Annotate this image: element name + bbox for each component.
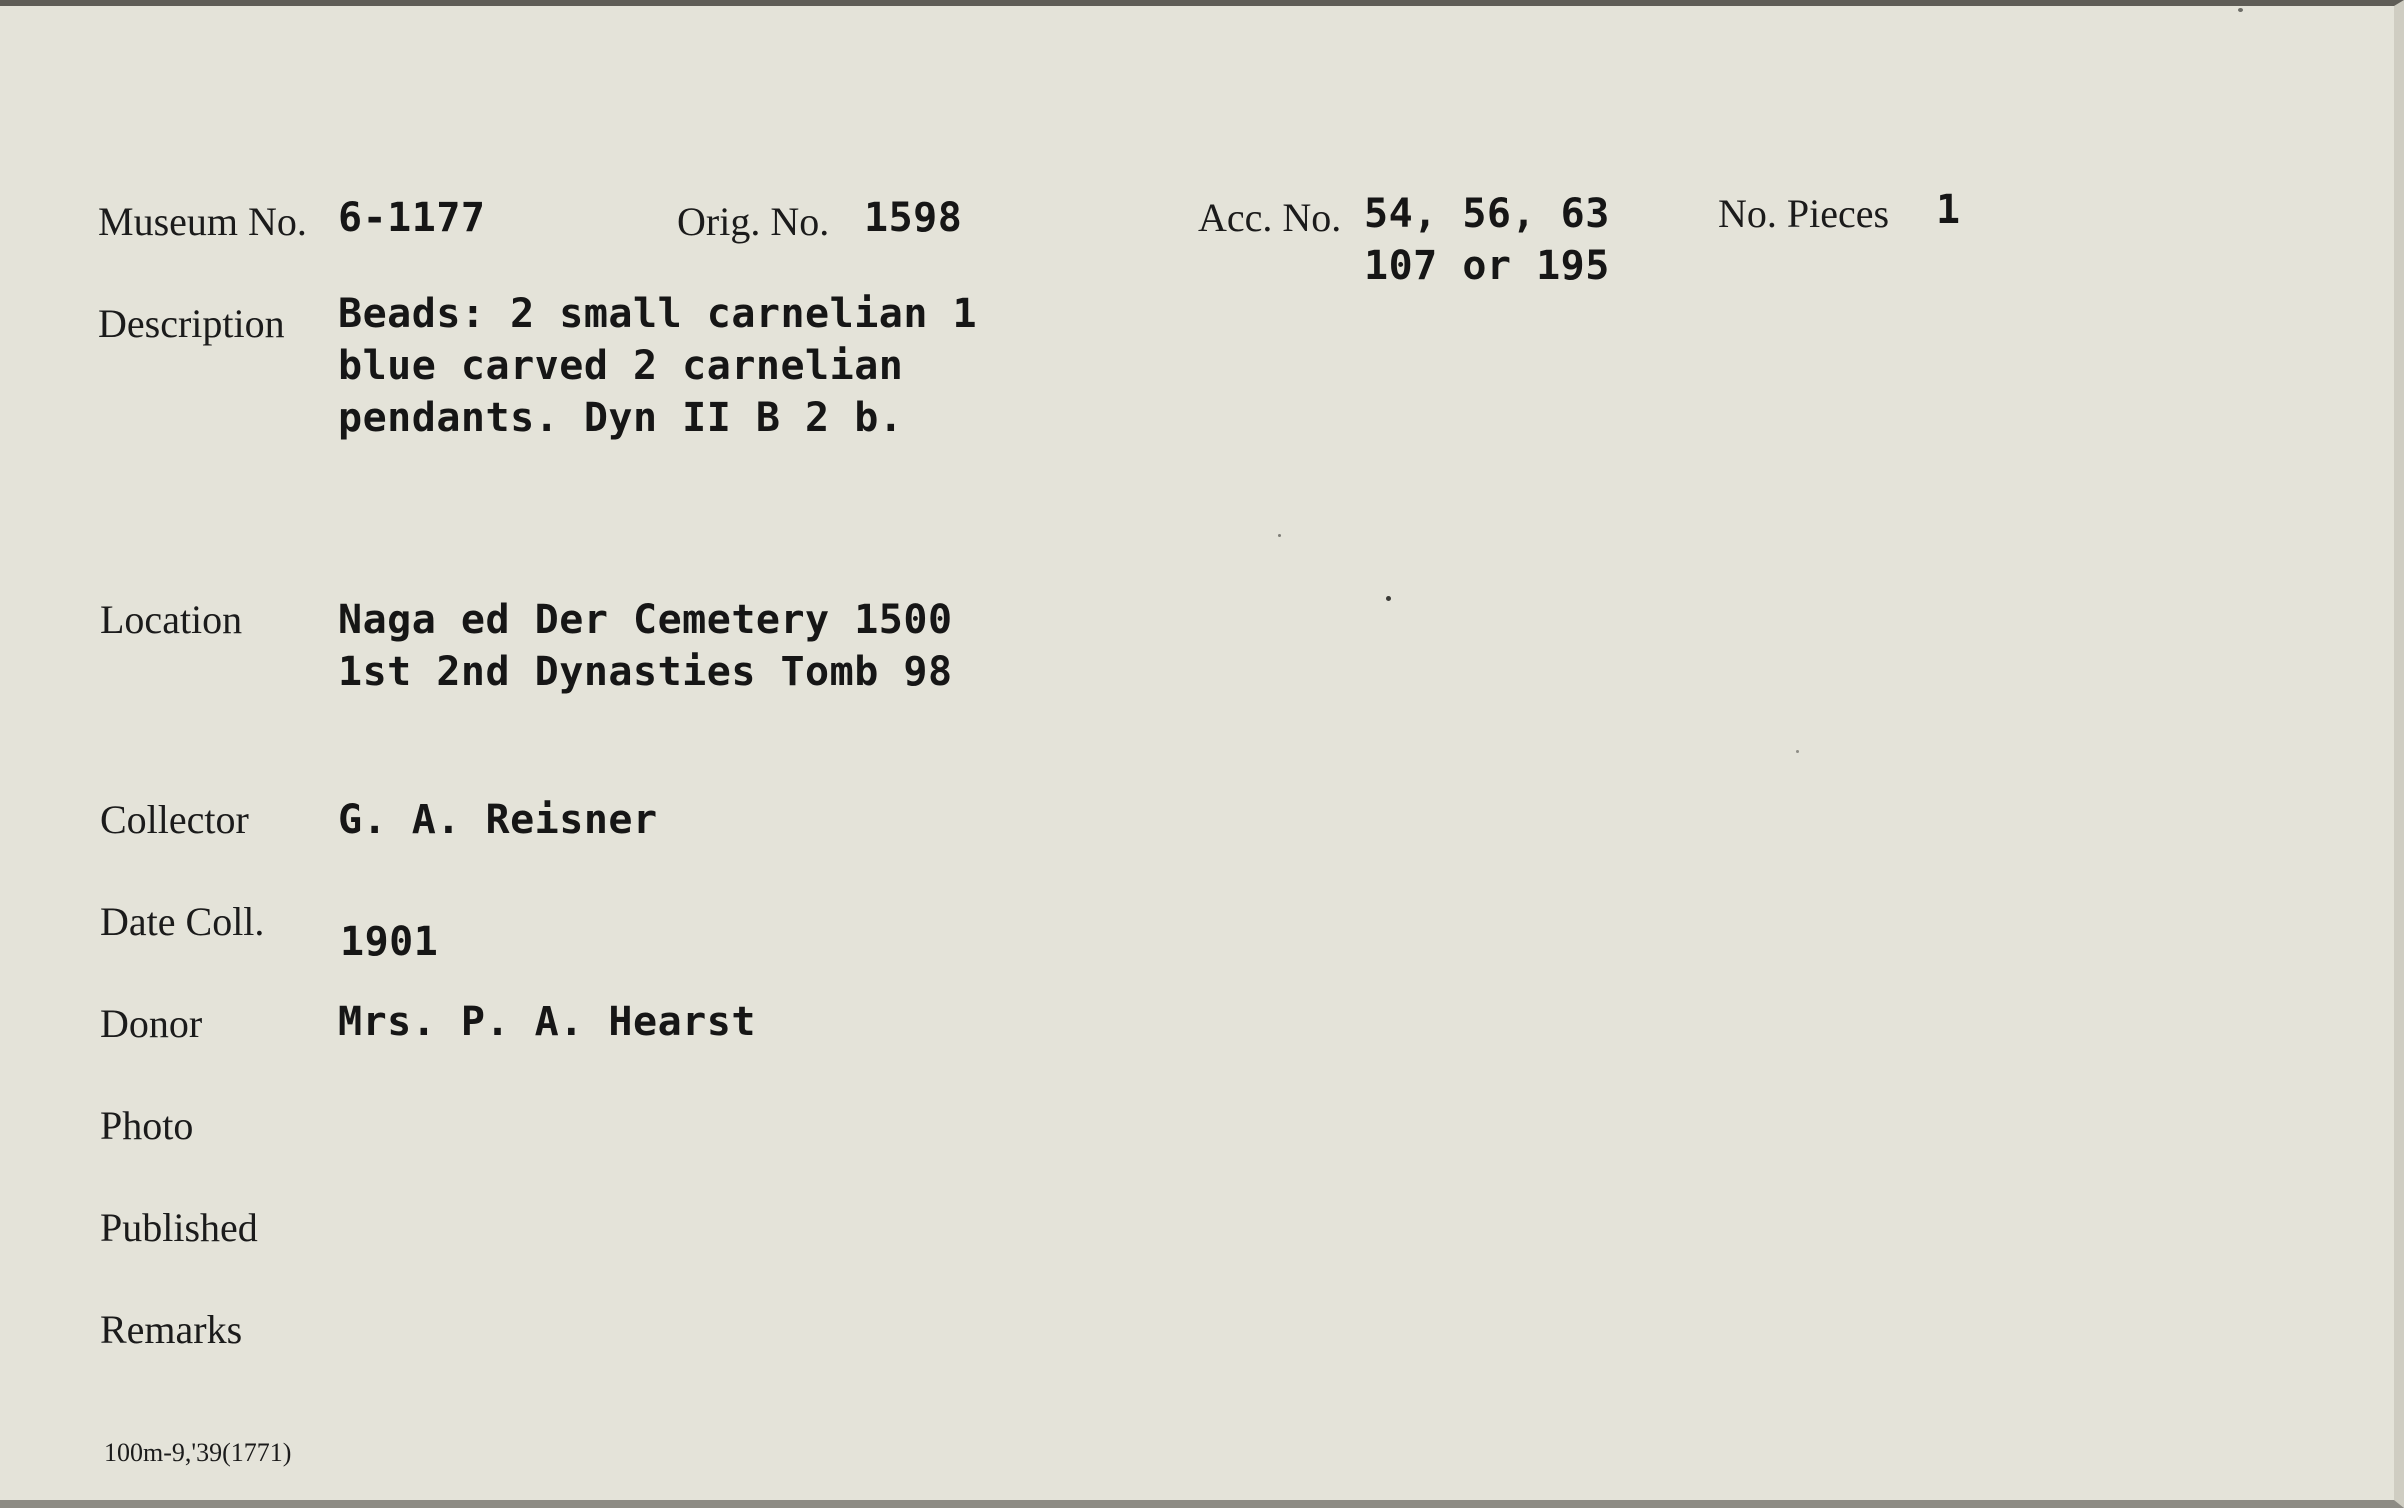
- donor-value: Mrs. P. A. Hearst: [338, 999, 756, 1045]
- collector-value: G. A. Reisner: [338, 797, 658, 843]
- photo-label: Photo: [100, 1103, 194, 1148]
- orig-no-label: Orig. No.: [677, 199, 830, 244]
- location-value: [338, 594, 953, 698]
- donor-label: Donor: [100, 1001, 203, 1046]
- acc-no-line-2: 107 or 195: [1364, 243, 1610, 289]
- acc-no-label: Acc. No.: [1198, 195, 1342, 240]
- museum-no-label: Museum No.: [98, 199, 307, 244]
- location-label: Location: [100, 597, 243, 642]
- date-coll-value: 1901: [340, 919, 439, 965]
- location-line-1: Naga ed Der Cemetery 1500: [338, 597, 953, 643]
- paper-speck: [1278, 534, 1281, 537]
- location-line-2: 1st 2nd Dynasties Tomb 98: [338, 649, 953, 695]
- print-code: 100m-9,'39(1771): [104, 1438, 292, 1467]
- description-line-2: blue carved 2 carnelian: [338, 343, 904, 389]
- description-value: [338, 288, 977, 444]
- paper-speck: [2238, 8, 2243, 12]
- published-label: Published: [100, 1205, 258, 1250]
- date-coll-label: Date Coll.: [100, 899, 265, 944]
- remarks-label: Remarks: [100, 1307, 243, 1352]
- collector-label: Collector: [100, 797, 249, 842]
- description-line-3: pendants. Dyn II B 2 b.: [338, 395, 904, 441]
- acc-no-value: [1364, 188, 1610, 292]
- orig-no-value: 1598: [864, 195, 963, 241]
- museum-no-value: 6-1177: [338, 195, 486, 241]
- acc-no-line-1: 54, 56, 63: [1364, 191, 1610, 237]
- description-line-1: Beads: 2 small carnelian 1: [338, 291, 978, 337]
- paper-speck: [1796, 750, 1799, 753]
- no-pieces-value: 1: [1936, 187, 1961, 233]
- paper-speck: [1386, 596, 1391, 601]
- no-pieces-label: No. Pieces: [1718, 191, 1890, 236]
- description-label: Description: [98, 301, 285, 346]
